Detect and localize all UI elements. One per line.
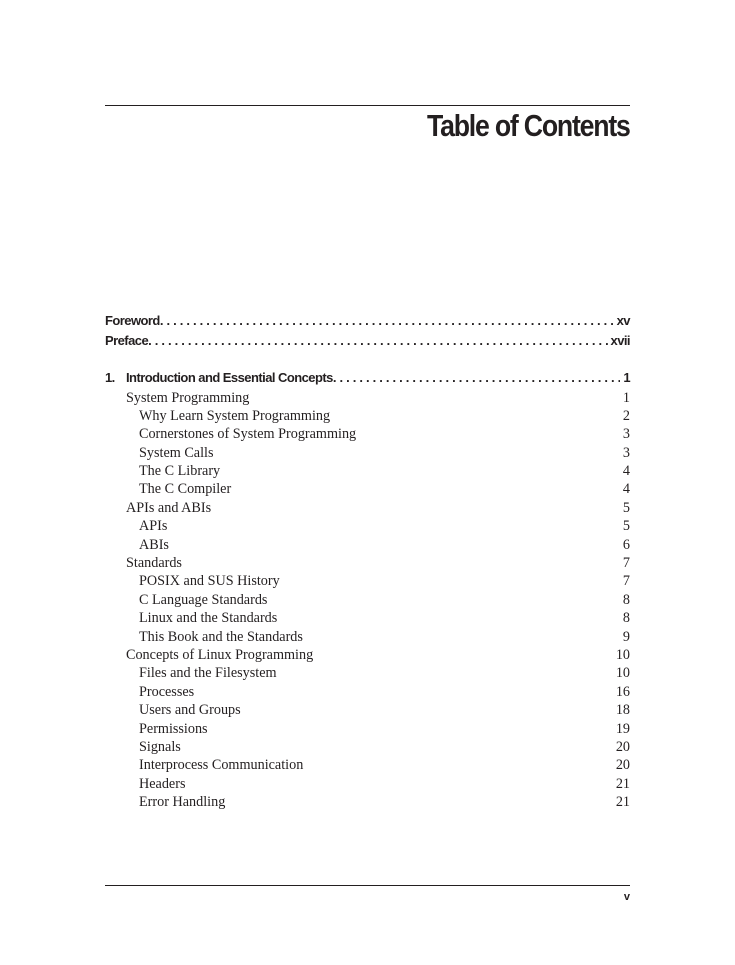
toc-entries [105, 390, 630, 813]
toc-entry-label: Preface [105, 332, 149, 348]
toc-entry-label: Standards [126, 555, 182, 572]
toc-entry-label: Processes [139, 683, 195, 700]
toc-entry-page: 18 [615, 702, 630, 719]
chapter-title: Introduction and Essential Concepts [126, 370, 333, 385]
toc-entry[interactable] [105, 739, 630, 757]
toc-entry-label: POSIX and SUS History [139, 573, 280, 590]
toc-entry[interactable] [105, 481, 630, 499]
toc-entry-page: 20 [615, 738, 630, 755]
toc-entry-label: APIs [139, 518, 168, 535]
toc-entry-page: 5 [622, 518, 630, 535]
toc-entry[interactable] [105, 555, 630, 573]
toc-entry[interactable] [105, 537, 630, 555]
toc-entry[interactable] [105, 665, 630, 683]
toc-entry[interactable] [105, 390, 630, 408]
toc-entry-page: 3 [622, 444, 630, 461]
chapter-number: 1. [105, 370, 115, 385]
toc-entry[interactable] [105, 592, 630, 610]
toc-entry-label: Linux and the Standards [139, 610, 278, 627]
toc-entry-page: 7 [622, 573, 630, 590]
toc-entry-page: 4 [622, 481, 630, 498]
toc-entry[interactable] [105, 684, 630, 702]
toc-entry-label: Headers [139, 775, 186, 792]
toc-entry-page: xvii [610, 332, 630, 348]
dot-leader [148, 333, 607, 348]
toc-entry[interactable] [105, 445, 630, 463]
dot-leader [333, 370, 620, 385]
toc-entry-label: Foreword [105, 313, 160, 328]
toc-entry-label: Concepts of Linux Programming [126, 646, 314, 663]
toc-entry-page: 8 [622, 591, 630, 608]
dot-leader [160, 313, 614, 328]
toc-entry-label: System Calls [139, 444, 214, 461]
chapter-page: 1 [623, 370, 630, 385]
toc-entry-page: 21 [615, 794, 630, 811]
toc-entry-label: C Language Standards [139, 591, 268, 608]
toc-entry[interactable] [105, 463, 630, 481]
toc-entry-page: 7 [622, 555, 630, 572]
toc-entry-preface[interactable] [105, 333, 630, 353]
toc-chapter-1[interactable] [105, 370, 630, 390]
toc-entry-label: Error Handling [139, 794, 226, 811]
toc-entry[interactable] [105, 794, 630, 812]
toc-entry-label: Interprocess Communication [139, 757, 304, 774]
toc-entry-page: 4 [622, 463, 630, 480]
toc-entry[interactable] [105, 500, 630, 518]
toc-entry-page: xv [616, 313, 630, 328]
toc-entry-label: APIs and ABIs [126, 499, 212, 516]
toc-entry-page: 6 [622, 536, 630, 553]
toc-entry-page: 21 [615, 775, 630, 792]
toc-entry[interactable] [105, 518, 630, 536]
toc-entry-page: 5 [622, 499, 630, 516]
toc-entry-label: This Book and the Standards [139, 628, 303, 645]
toc-entry-page: 10 [615, 646, 630, 663]
toc-entry-label: ABIs [139, 536, 169, 553]
toc-entry[interactable] [105, 629, 630, 647]
toc-entry-page: 9 [622, 628, 630, 645]
toc-entry[interactable] [105, 573, 630, 591]
toc-entry-page: 8 [622, 610, 630, 627]
toc-entry-label: Signals [139, 738, 181, 755]
toc-entry[interactable] [105, 721, 630, 739]
toc-entry[interactable] [105, 702, 630, 720]
toc-entry-label: Permissions [139, 720, 208, 737]
toc-entry[interactable] [105, 408, 630, 426]
bottom-rule [105, 885, 630, 886]
toc-entry-label: Users and Groups [139, 702, 241, 719]
toc-entry-foreword[interactable] [105, 313, 630, 333]
toc-entry-page: 19 [615, 720, 630, 737]
toc-entry-page: 3 [622, 426, 630, 443]
page-number: v [623, 891, 630, 903]
toc-entry-page: 10 [615, 665, 630, 682]
toc-list [105, 313, 630, 812]
toc-entry[interactable] [105, 647, 630, 665]
toc-entry[interactable] [105, 610, 630, 628]
toc-entry-label: Files and the Filesystem [139, 665, 277, 682]
toc-entry[interactable] [105, 776, 630, 794]
toc-entry-page: 20 [615, 757, 630, 774]
toc-entry-page: 2 [622, 407, 630, 424]
toc-entry-label: Why Learn System Programming [139, 407, 331, 424]
toc-entry[interactable] [105, 757, 630, 775]
page-title: Table of Contents [427, 108, 630, 143]
toc-entry[interactable] [105, 426, 630, 444]
toc-entry-page: 16 [615, 683, 630, 700]
toc-entry-label: System Programming [126, 389, 250, 406]
toc-entry-label: The C Library [139, 463, 221, 480]
toc-entry-page: 1 [622, 389, 630, 406]
toc-entry-label: The C Compiler [139, 481, 232, 498]
toc-entry-label: Cornerstones of System Programming [139, 426, 357, 443]
